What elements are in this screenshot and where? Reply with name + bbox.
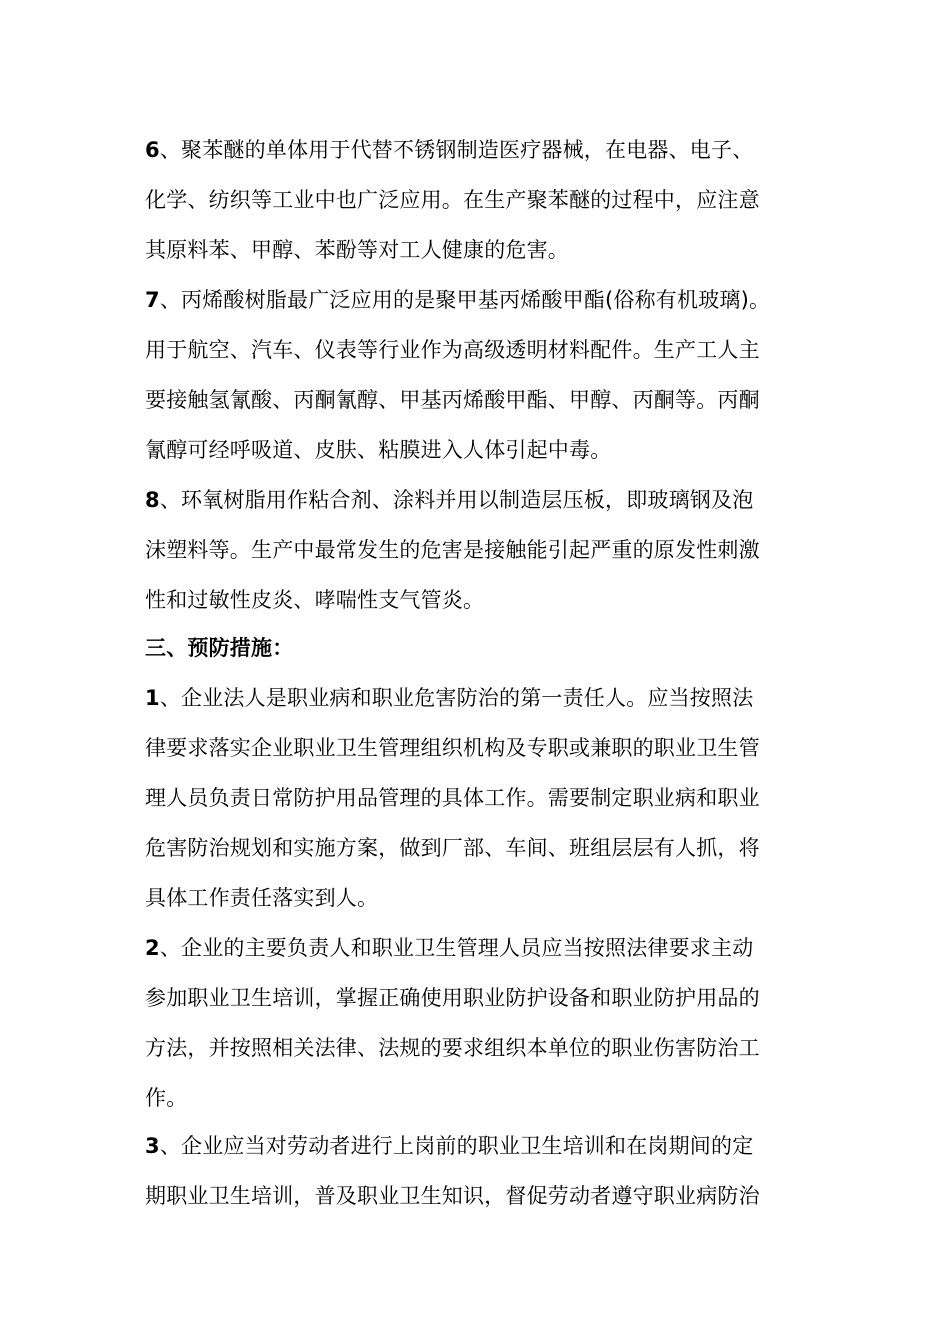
section-heading: 三、预防措施： (145, 636, 294, 660)
paragraph-number: 6 (145, 138, 160, 162)
measure-number: 1 (145, 686, 160, 710)
measure-text: 、企业法人是职业病和职业危害防治的第一责任人。应当按照法 (159, 686, 754, 710)
measure-2-line-3: 方法，并按照相关法律、法规的要求组织本单位的职业伤害防治工 (145, 1036, 760, 1060)
paragraph-7-line-2: 用于航空、汽车、仪表等行业作为高级透明材料配件。生产工人主 (145, 338, 760, 362)
measure-number: 3 (145, 1134, 160, 1158)
paragraph-8-line-3: 性和过敏性皮炎、哮喘性支气管炎。 (145, 588, 485, 612)
paragraph-text: 、聚苯醚的单体用于代替不锈钢制造医疗器械，在电器、电子、 (159, 138, 754, 162)
paragraph-number: 7 (145, 288, 160, 312)
measure-3-line-2: 期职业卫生培训，普及职业卫生知识，督促劳动者遵守职业病防治 (145, 1184, 760, 1208)
paragraph-8-line-1 (145, 485, 810, 515)
paragraph-6-line-1 (145, 135, 810, 165)
paragraph-7-line-4: 氰醇可经呼吸道、皮肤、粘膜进入人体引起中毒。 (145, 438, 612, 462)
paragraph-8-line-2: 沫塑料等。生产中最常发生的危害是接触能引起严重的原发性刺激 (145, 538, 760, 562)
measure-1-line-1 (145, 683, 810, 713)
paragraph-6-line-3: 其原料苯、甲醇、苯酚等对工人健康的危害。 (145, 238, 569, 262)
measure-2-line-2: 参加职业卫生培训，掌握正确使用职业防护设备和职业防护用品的 (145, 986, 760, 1010)
measure-number: 2 (145, 936, 160, 960)
paragraph-7-line-1 (145, 285, 810, 315)
measure-1-line-2: 律要求落实企业职业卫生管理组织机构及专职或兼职的职业卫生管 (145, 736, 760, 760)
paragraph-6-line-2: 化学、纺织等工业中也广泛应用。在生产聚苯醚的过程中，应注意 (145, 188, 760, 212)
measure-1-line-5: 具体工作责任落实到人。 (145, 886, 379, 910)
measure-3-line-1 (145, 1131, 810, 1161)
paragraph-text: 、环氧树脂用作粘合剂、涂料并用以制造层压板，即玻璃钢及泡 (159, 488, 754, 512)
measure-text: 、企业应当对劳动者进行上岗前的职业卫生培训和在岗期间的定 (159, 1134, 754, 1158)
paragraph-7-line-3: 要接触氢氰酸、丙酮氰醇、甲基丙烯酸甲酯、甲醇、丙酮等。丙酮 (145, 388, 760, 412)
paragraph-text: 、丙烯酸树脂最广泛应用的是聚甲基丙烯酸甲酯(俗称有机玻璃)。 (159, 288, 771, 312)
paragraph-number: 8 (145, 488, 160, 512)
measure-2-line-1 (145, 933, 810, 963)
measure-2-line-4: 作。 (145, 1086, 188, 1110)
measure-1-line-3: 理人员负责日常防护用品管理的具体工作。需要制定职业病和职业 (145, 786, 760, 810)
measure-text: 、企业的主要负责人和职业卫生管理人员应当按照法律要求主动 (159, 936, 754, 960)
measure-1-line-4: 危害防治规划和实施方案，做到厂部、车间、班组层层有人抓，将 (145, 836, 760, 860)
